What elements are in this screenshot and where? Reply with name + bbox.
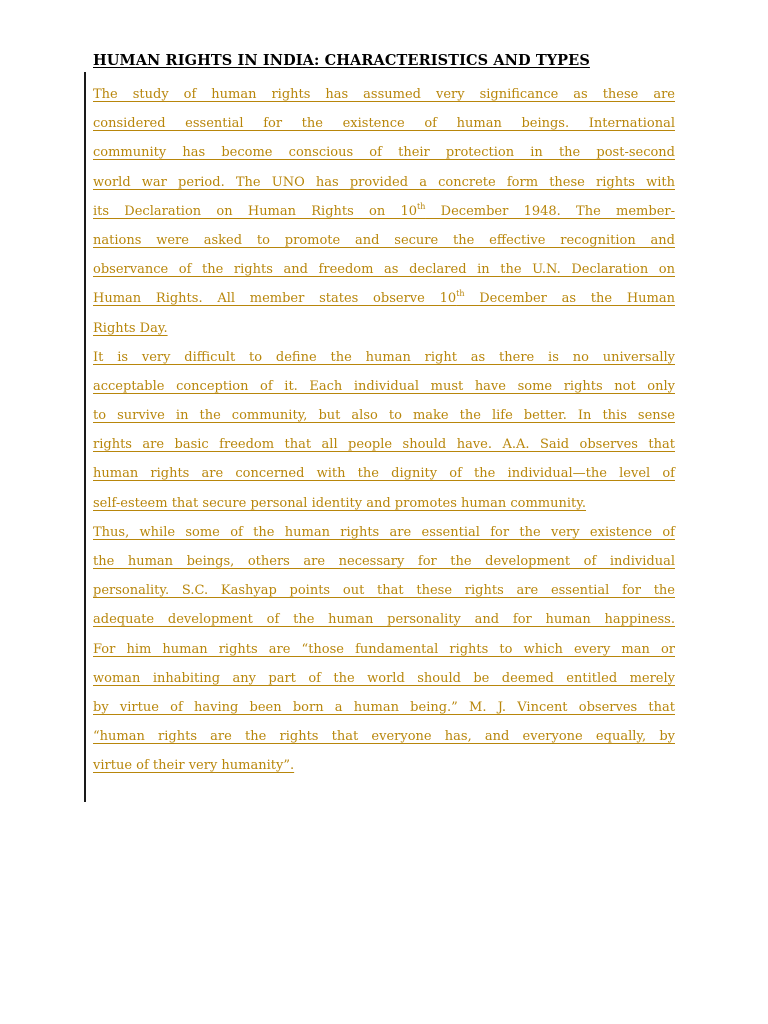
text-line: rights are basic freedom that all people should have. A.A. Said observes that [93,437,675,453]
text-line: by virtue of having been born a human being.” M. J. Vincent observes that [93,699,675,715]
text-fragment: its Declaration on Human Rights on 10 [93,203,418,219]
document-heading: HUMAN RIGHTS IN INDIA: CHARACTERISTICS AND TYPES [93,52,590,69]
text-line: The study of human rights has assumed very significance as these are [93,87,675,102]
text-line: woman inhabiting any part of the world should be deemed entitled merely [93,670,675,686]
text-line: Rights Day. [93,320,168,336]
text-line: human rights are concerned with the dignity of the individual—the level of [93,466,675,482]
text-line: nations were asked to promote and secure the effective recognition and [93,232,675,248]
text-line: community has become conscious of their protection in the post-second [93,145,675,161]
text-line: virtue of their very humanity”. [93,758,295,774]
text-line: considered essential for the existence of human beings. International [93,116,675,132]
text-line: personality. S.C. Kashyap points out that these rights are essential for the [93,583,675,599]
left-margin-bar [84,72,86,802]
text-line [93,197,675,226]
document-body [93,80,675,781]
text-line: It is very difficult to define the human right as there is no universally [93,349,675,365]
text-line: acceptable conception of it. Each individual must have some rights not only [93,378,675,394]
text-line: Thus, while some of the human rights are essential for the very existence of [93,524,675,540]
text-line: self-esteem that secure personal identity and promotes human community. [93,495,587,511]
text-line: adequate development of the human personality and for human happiness. [93,612,675,628]
superscript: th [417,201,426,211]
text-line: to survive in the community, but also to make the life better. In this sense [93,408,675,424]
text-line: the human beings, others are necessary for the development of individual [93,554,675,569]
text-fragment: December as the Human [464,291,675,307]
text-line: world war period. The UNO has provided a concrete form these rights with [93,174,675,190]
text-fragment: Human Rights. All member states observe 10 [93,291,457,307]
text-line: “human rights are the rights that everyone has, and everyone equally, by [93,729,675,745]
text-line [93,284,675,313]
superscript: th [456,289,465,299]
text-line: For him human rights are “those fundamental rights to which every man or [93,641,675,657]
text-line: observance of the rights and freedom as declared in the U.N. Declaration on [93,262,675,278]
text-fragment: December 1948. The member- [425,203,675,219]
